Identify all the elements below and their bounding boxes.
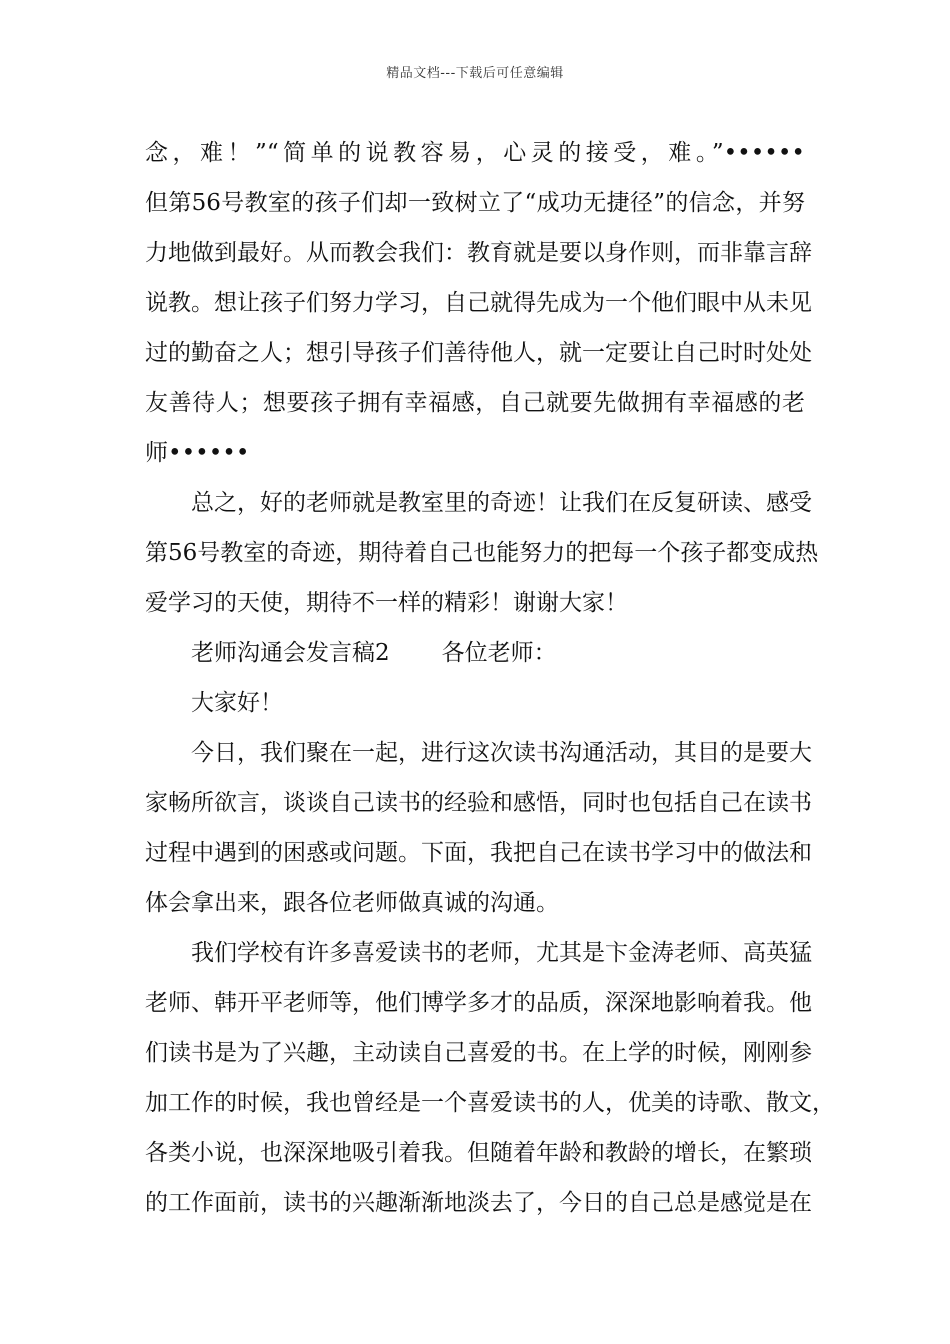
text-line: 我们学校有许多喜爱读书的老师，尤其是卞金涛老师、高英猛 <box>191 940 812 966</box>
text-line: 们读书是为了兴趣，主动读自己喜爱的书。在上学的时候，刚刚参 <box>145 1040 812 1066</box>
text-line: 说教。想让孩子们努力学习，自己就得先成为一个他们眼中从未见 <box>145 290 812 316</box>
text-line: 各类小说，也深深地吸引着我。但随着年龄和教龄的增长，在繁琐 <box>145 1140 812 1166</box>
text-line: 过程中遇到的困惑或问题。下面，我把自己在读书学习中的做法和 <box>145 840 812 866</box>
text-line: 友善待人；想要孩子拥有幸福感，自己就要先做拥有幸福感的老 <box>145 390 805 416</box>
text-line: 老师、韩开平老师等，他们博学多才的品质，深深地影响着我。他 <box>145 990 812 1016</box>
page-header: 精品文档---下载后可任意编辑 <box>386 66 564 81</box>
text-line: 爱学习的天使，期待不一样的精彩！谢谢大家！ <box>145 590 628 616</box>
text-line: 过的勤奋之人；想引导孩子们善待他人，就一定要让自己时时处处 <box>145 340 812 366</box>
text-line: 体会拿出来，跟各位老师做真诚的沟通。 <box>145 890 559 916</box>
greeting: 大家好！ <box>191 690 283 716</box>
text-line: 加工作的时候，我也曾经是一个喜爱读书的人，优美的诗歌、散文， <box>145 1090 835 1116</box>
section-title: 老师沟通会发言稿2 <box>191 640 390 666</box>
text-line: 家畅所欲言，谈谈自己读书的经验和感悟，同时也包括自己在读书 <box>145 790 812 816</box>
text-line: 总之，好的老师就是教室里的奇迹！让我们在反复研读、感受 <box>191 490 812 516</box>
document-body <box>145 128 835 1228</box>
text-line: 师•••••• <box>145 440 250 466</box>
salutation: 各位老师： <box>441 640 557 666</box>
text-line: 但第56号教室的孩子们却一致树立了“成功无捷径”的信念，并努 <box>145 190 805 216</box>
text-line: 念，难！”“简单的说教容易，心灵的接受，难。”•••••• <box>145 140 805 166</box>
section-heading-line <box>145 628 805 678</box>
text-line: 今日，我们聚在一起，进行这次读书沟通活动，其目的是要大 <box>191 740 812 766</box>
text-line: 的工作面前，读书的兴趣渐渐地淡去了，今日的自己总是感觉是在 <box>145 1190 812 1216</box>
text-line: 力地做到最好。从而教会我们：教育就是要以身作则，而非靠言辞 <box>145 240 812 266</box>
text-line: 第56号教室的奇迹，期待着自己也能努力的把每一个孩子都变成热 <box>145 540 819 566</box>
